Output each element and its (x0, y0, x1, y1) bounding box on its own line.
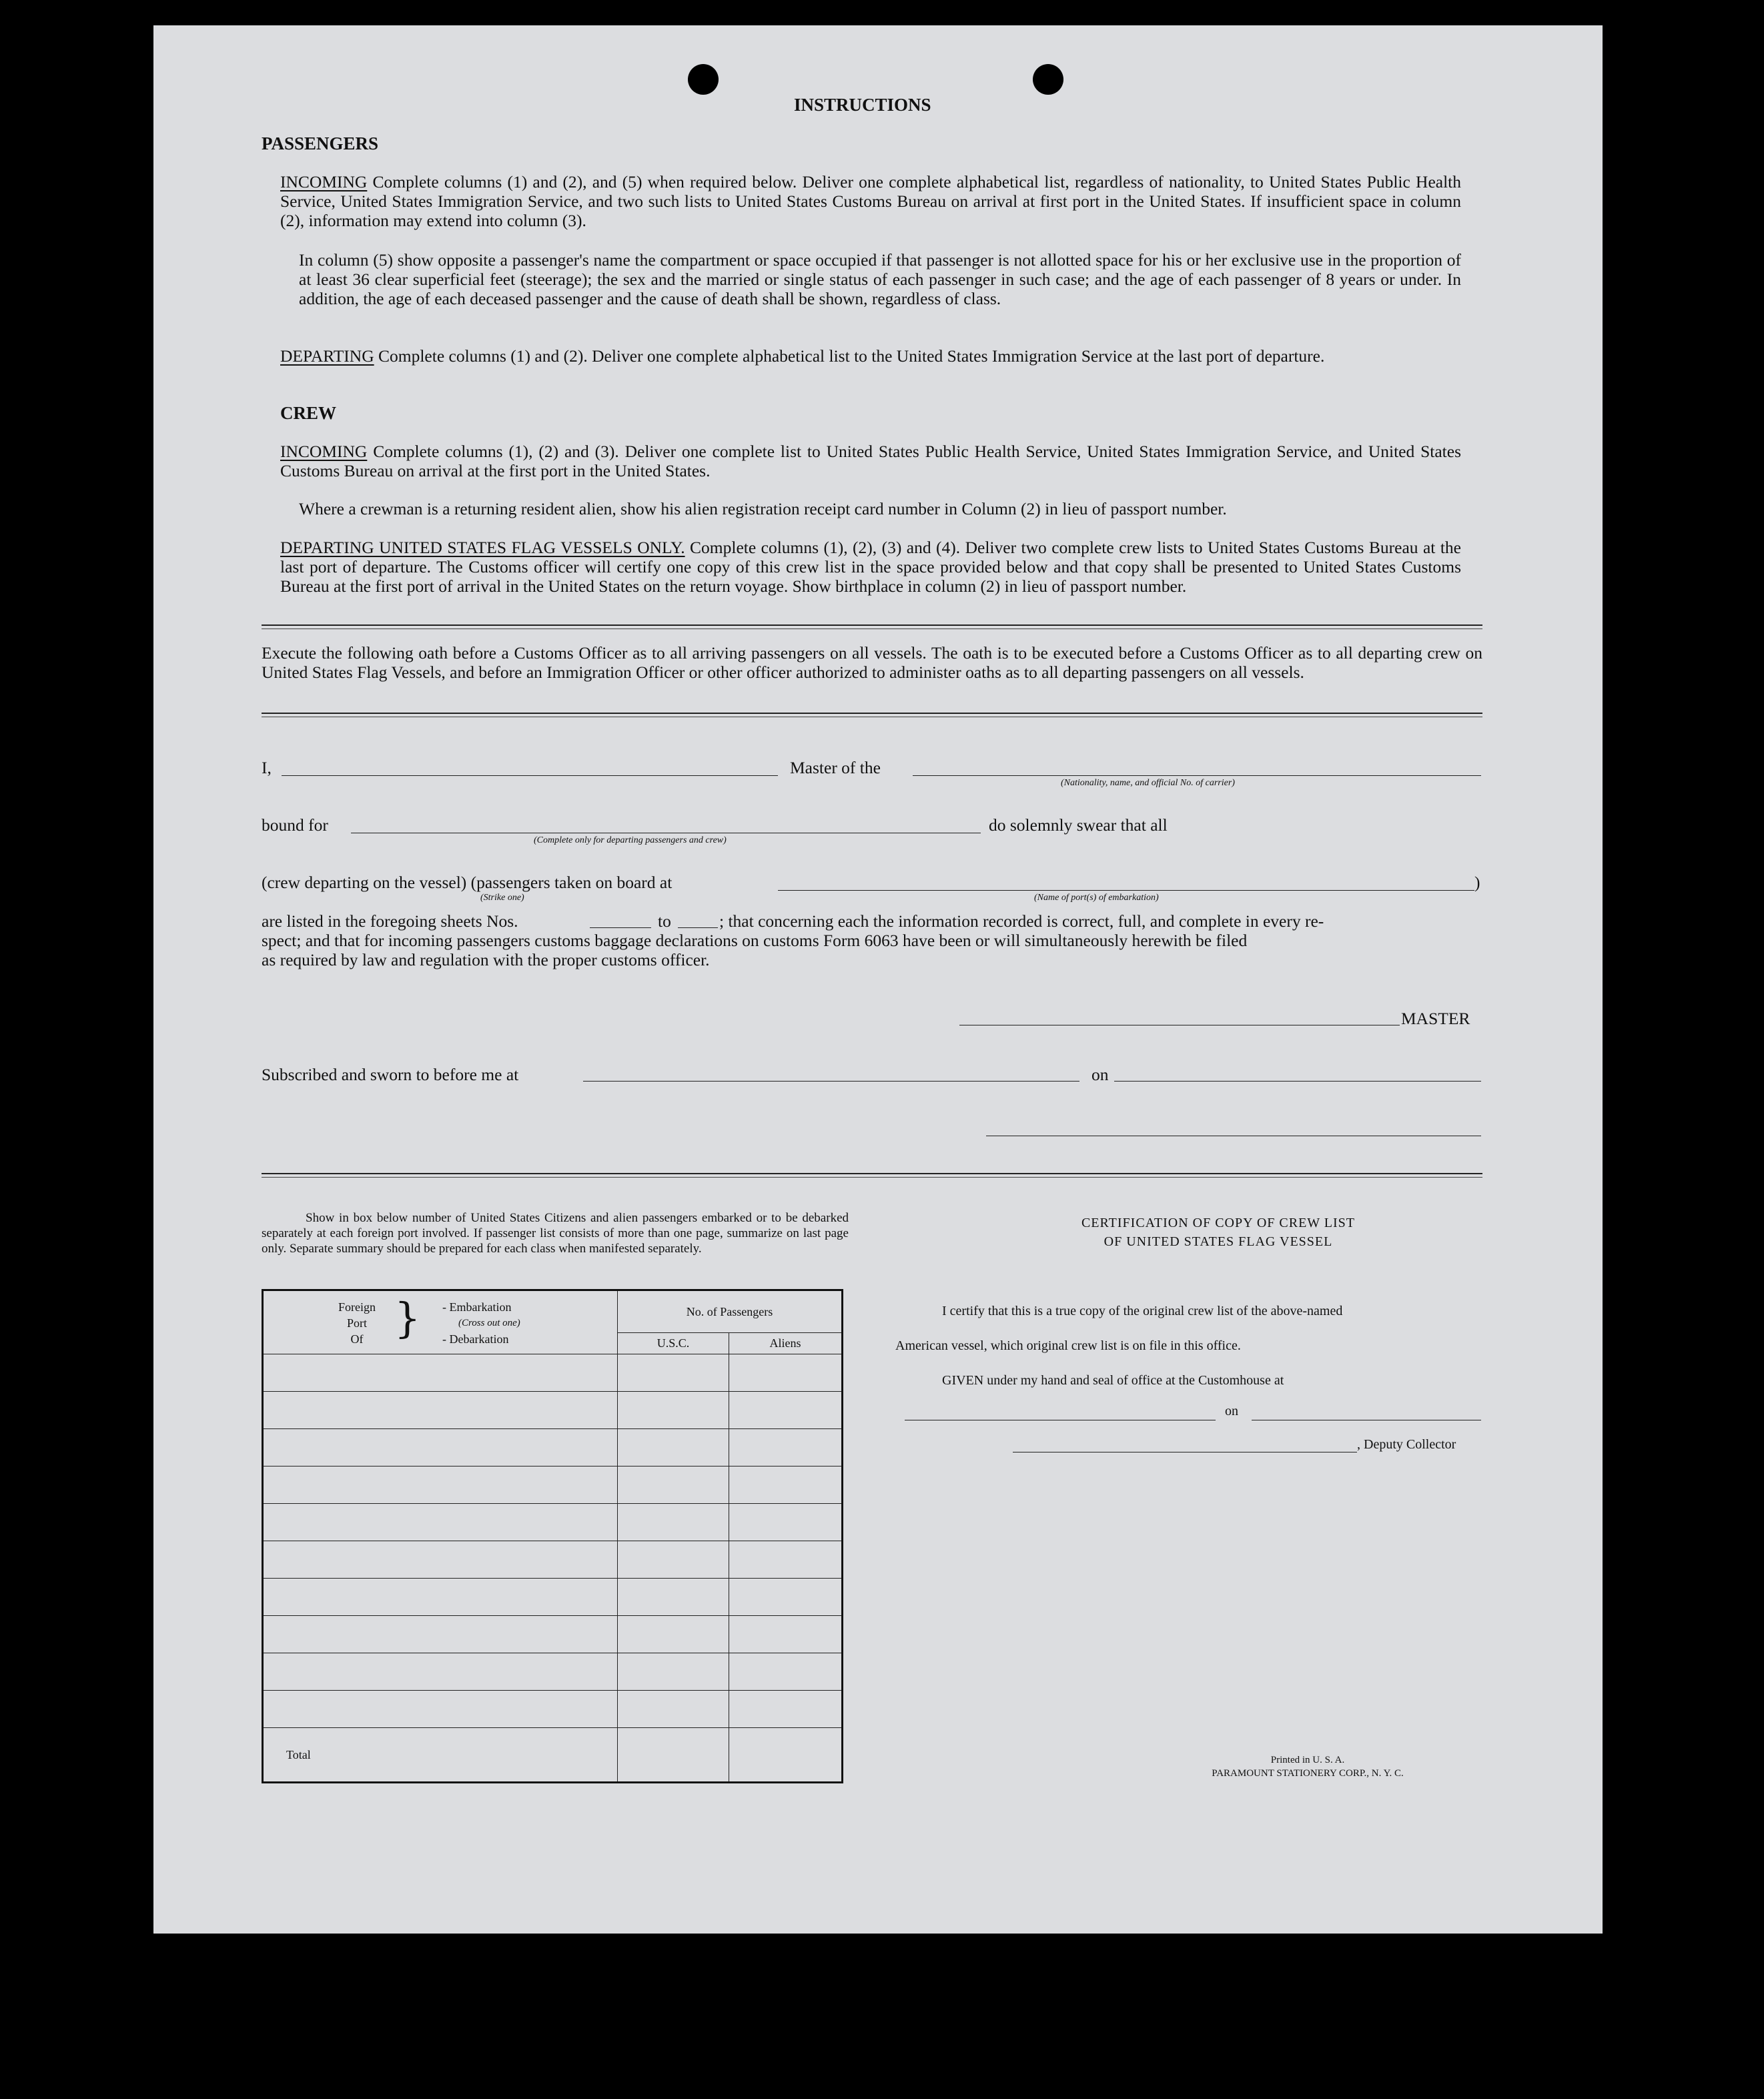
master-of-label: Master of the (790, 758, 881, 777)
incoming-lead: INCOMING (280, 172, 368, 191)
usc-cell[interactable] (618, 1579, 729, 1616)
sworn-place-field[interactable] (583, 1081, 1079, 1082)
crew-departing-paragraph (280, 538, 1461, 596)
complete-only-caption: (Complete only for departing passengers and crew) (534, 835, 727, 845)
crew-heading: CREW (280, 403, 337, 423)
of-label: Of (350, 1332, 364, 1346)
incoming-text: Complete columns (1) and (2), and (5) when required below. Deliver one complete alphabetical list, regardless of nationality, to United States Public Health Service, United States Immigration Service, and two such lists to United States Customs Bureau on arrival at first port in the United States. If insufficient space in column (2), information may extend into column (3). (280, 172, 1461, 230)
port-cell[interactable] (263, 1541, 618, 1579)
embarkation-label: - Embarkation (442, 1300, 512, 1314)
usc-cell[interactable] (618, 1541, 729, 1579)
certification-line-2: American vessel, which original crew list is on file in this office. (895, 1338, 1241, 1353)
column5-paragraph: In column (5) show opposite a passenger's name the compartment or space occupied if that passenger is not allotted space for his or her exclusive use in the proportion of at least 36 clear superficial feet (steerage); the sex and the married or single status of each passenger in such case; and the age of each passenger of 8 years or under. In addition, the age of each deceased passenger and the cause of death shall be shown, regardless of class. (299, 250, 1461, 308)
port-cell[interactable] (263, 1429, 618, 1466)
master-label: MASTER (1401, 1009, 1470, 1028)
usc-cell[interactable] (618, 1354, 729, 1392)
port-cell[interactable] (263, 1466, 618, 1504)
subscribed-label: Subscribed and sworn to before me at (262, 1065, 519, 1084)
brace-icon: } (394, 1294, 421, 1342)
page-title: INSTRUCTIONS (794, 95, 931, 115)
sworn-date-field[interactable] (1114, 1081, 1481, 1082)
usc-header: U.S.C. (618, 1333, 729, 1354)
solemnly-swear-label: do solemnly swear that all (989, 815, 1168, 835)
total-label: Total (263, 1728, 618, 1783)
sworn-on-label: on (1091, 1065, 1109, 1084)
cross-out-label: (Cross out one) (458, 1318, 520, 1328)
crew-departing-label: (crew departing on the vessel) (passengers taken on board at (262, 873, 673, 892)
deputy-collector-label: , Deputy Collector (1357, 1437, 1456, 1452)
usc-cell[interactable] (618, 1691, 729, 1728)
crew-departing-text: Complete columns (1), (2), (3) and (4). Deliver two complete crew lists to United States Customs Bureau at the last port of departure. The Customs officer will certify one copy of this crew list in the space provided below and that copy shall be presented to United States Customs Bureau at the first port of arrival in the United States on the return voyage. Show birthplace in column (2) in lieu of passport number. (280, 538, 1461, 596)
usc-cell[interactable] (618, 1504, 729, 1541)
master-name-field[interactable] (282, 775, 778, 776)
usc-cell[interactable] (618, 1653, 729, 1691)
passengers-heading: PASSENGERS (262, 133, 379, 153)
foreign-label: Foreign (338, 1300, 376, 1314)
strike-one-caption: (Strike one) (480, 893, 524, 903)
ports-caption: (Name of port(s) of embarkation) (1034, 893, 1159, 903)
listed-to: to (658, 911, 671, 931)
crew-incoming-lead: INCOMING (280, 442, 368, 461)
summary-instructions: Show in box below number of United States Citizens and alien passengers embarked or to be debarked separately at each foreign port involved. If passenger list consists of more than one page, summarize on last page only. Separate summary should be prepared for each class when manifested separately. (262, 1211, 849, 1256)
port-cell[interactable] (263, 1354, 618, 1392)
departing-lead: DEPARTING (280, 346, 374, 366)
oath-i-label: I, (262, 758, 272, 777)
certification-title-1: CERTIFICATION OF COPY OF CREW LIST (1081, 1216, 1356, 1230)
port-label: Port (346, 1316, 367, 1330)
usc-total-cell[interactable] (618, 1728, 729, 1783)
debarkation-label: - Debarkation (442, 1332, 509, 1346)
divider (262, 713, 1482, 714)
usc-cell[interactable] (618, 1429, 729, 1466)
passenger-summary-table (262, 1289, 843, 1783)
punch-hole (1033, 64, 1063, 95)
punch-hole (688, 64, 719, 95)
embarkation-ports-field[interactable] (778, 890, 1474, 891)
printer-line-2: PARAMOUNT STATIONERY CORP., N. Y. C. (1212, 1768, 1404, 1779)
aliens-cell[interactable] (729, 1653, 843, 1691)
listed-text-b: ; that concerning each the information recorded is correct, full, and complete in every re- (719, 911, 1324, 931)
divider (262, 628, 1482, 629)
aliens-cell[interactable] (729, 1616, 843, 1653)
aliens-cell[interactable] (729, 1504, 843, 1541)
certification-title-2: OF UNITED STATES FLAG VESSEL (1104, 1234, 1333, 1249)
sheet-to-field[interactable] (678, 927, 718, 928)
certification-on: on (1225, 1404, 1238, 1418)
divider (262, 624, 1482, 626)
departing-text: Complete columns (1) and (2). Deliver one complete alphabetical list to the United States Immigration Service at the last port of departure. (378, 346, 1325, 366)
aliens-cell[interactable] (729, 1392, 843, 1429)
port-cell[interactable] (263, 1504, 618, 1541)
aliens-header: Aliens (729, 1333, 843, 1354)
listed-text-a: are listed in the foregoing sheets Nos. (262, 911, 518, 931)
port-cell[interactable] (263, 1616, 618, 1653)
nationality-caption: (Nationality, name, and official No. of carrier) (1061, 778, 1235, 788)
oath-intro: Execute the following oath before a Customs Officer as to all arriving passengers on all vessels. The oath is to be executed before a Customs Officer as to all departing crew on United States Flag Vessels, and before an Immigration Officer or other officer authorized to administer oaths as to all departing passengers on all vessels. (262, 643, 1482, 682)
carrier-field[interactable] (913, 775, 1481, 776)
crew-incoming-text: Complete columns (1), (2) and (3). Deliver one complete list to United States Public Health Service, United States Immigration Service, and United States Customs Bureau on arrival at the first port in the United States. (280, 442, 1462, 480)
passengers-departing-paragraph (280, 346, 1461, 366)
usc-cell[interactable] (618, 1466, 729, 1504)
aliens-cell[interactable] (729, 1466, 843, 1504)
resident-alien-paragraph: Where a crewman is a returning resident alien, show his alien registration receipt card number in Column (2) in lieu of passport number. (299, 499, 1227, 518)
aliens-cell[interactable] (729, 1579, 843, 1616)
usc-cell[interactable] (618, 1616, 729, 1653)
crew-departing-lead: DEPARTING UNITED STATES FLAG VESSELS ONLY. (280, 538, 685, 557)
divider (262, 1177, 1482, 1178)
aliens-cell[interactable] (729, 1354, 843, 1392)
port-cell[interactable] (263, 1653, 618, 1691)
close-paren: ) (1474, 873, 1480, 892)
bound-for-label: bound for (262, 815, 328, 835)
printer-line-1: Printed in U. S. A. (1270, 1755, 1345, 1765)
aliens-cell[interactable] (729, 1429, 843, 1466)
listed-text-c: spect; and that for incoming passengers customs baggage declarations on customs Form 6063 have been or will simultaneously herewith be filed (262, 931, 1248, 950)
usc-cell[interactable] (618, 1392, 729, 1429)
port-cell[interactable] (263, 1579, 618, 1616)
sheet-from-field[interactable] (590, 927, 651, 928)
certification-line-1: I certify that this is a true copy of the original crew list of the above-named (942, 1304, 1343, 1318)
divider (262, 1173, 1482, 1174)
port-header-cell (263, 1290, 618, 1354)
form-page (153, 25, 1603, 1934)
aliens-total-cell[interactable] (729, 1728, 843, 1783)
listed-text-d: as required by law and regulation with the proper customs officer. (262, 950, 710, 969)
passengers-incoming-paragraph (280, 172, 1461, 230)
port-cell[interactable] (263, 1691, 618, 1728)
aliens-cell[interactable] (729, 1541, 843, 1579)
port-cell[interactable] (263, 1392, 618, 1429)
crew-incoming-paragraph (280, 442, 1461, 480)
certification-line-3: GIVEN under my hand and seal of office at the Customhouse at (942, 1373, 1284, 1388)
aliens-cell[interactable] (729, 1691, 843, 1728)
no-of-passengers-header: No. of Passengers (618, 1290, 843, 1333)
